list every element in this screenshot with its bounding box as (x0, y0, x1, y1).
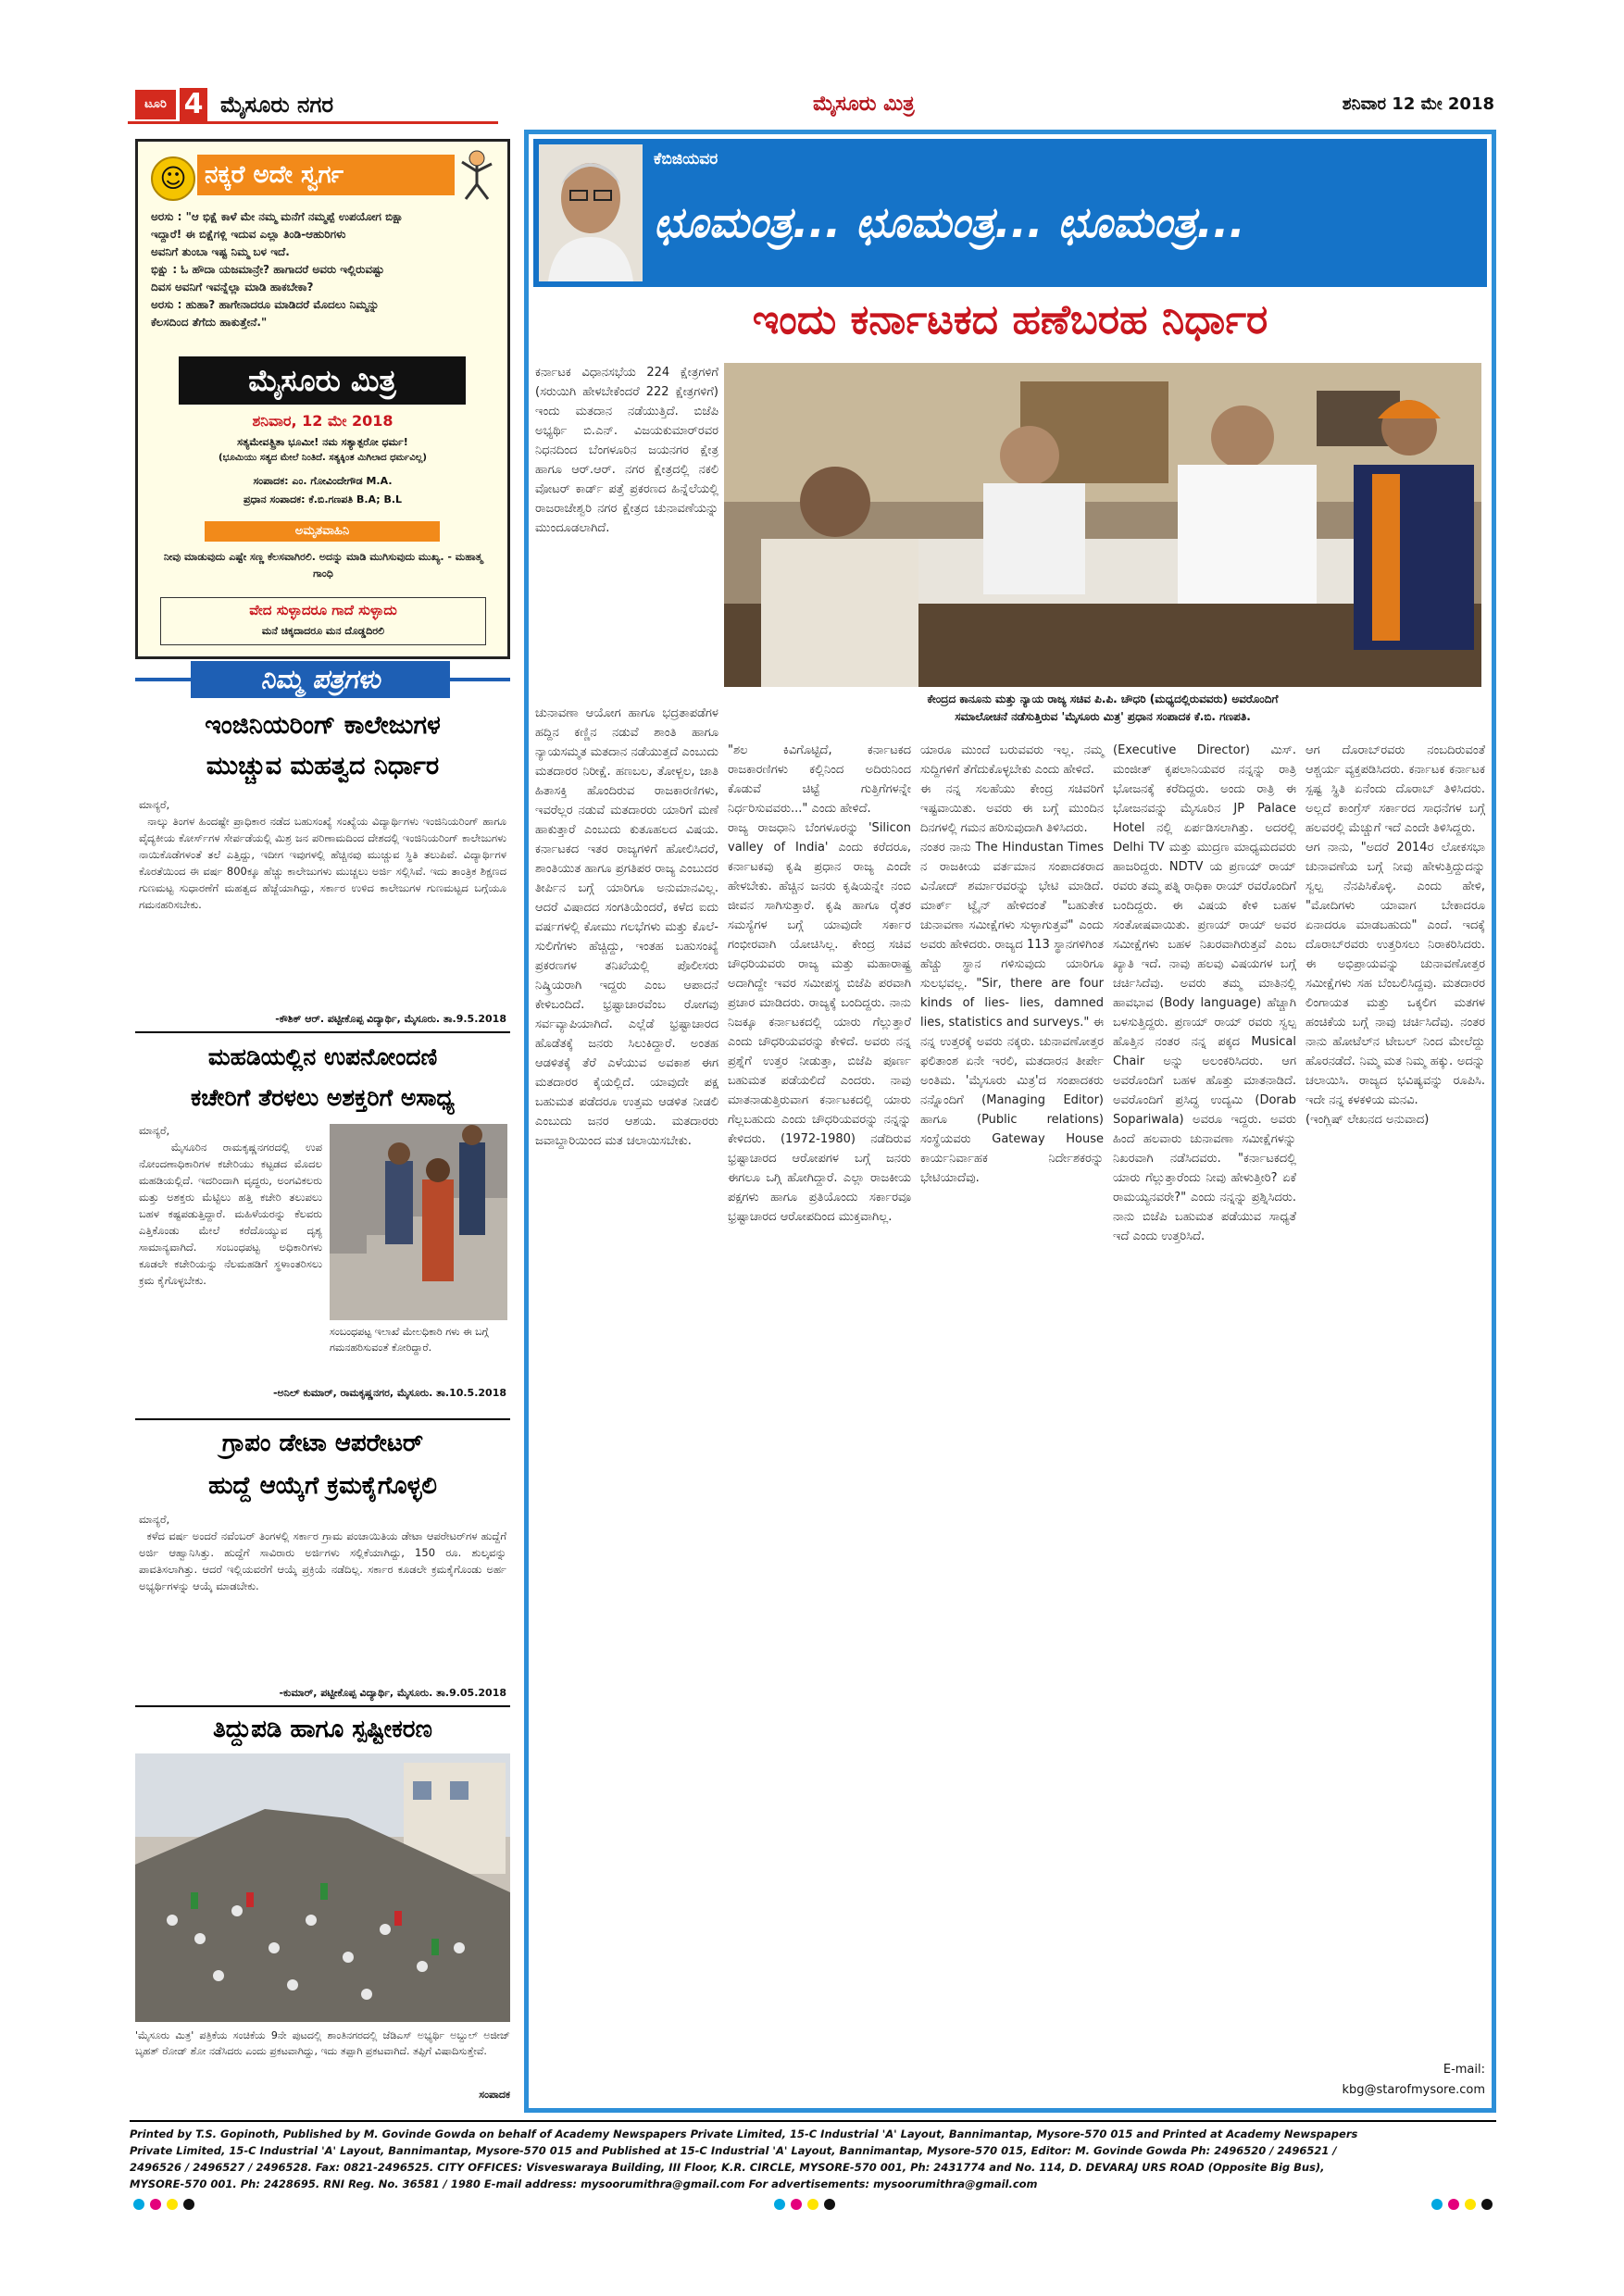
page-number: 4 (180, 88, 207, 121)
footer-imprint (130, 2126, 1496, 2192)
joke-lines (151, 208, 495, 331)
masthead-logo: ಮೈಸೂರು ಮಿತ್ರ (179, 356, 466, 405)
letters-banner (135, 659, 510, 700)
letter-2-title (135, 1037, 510, 1118)
magenta-dot-icon (150, 2199, 161, 2210)
page-header (128, 86, 1494, 123)
photo-caption (724, 691, 1481, 726)
letter-4-title: ತಿದ್ದುಪಡಿ ಹಾಗೂ ಸ್ಪಷ್ಟೀಕರಣ (213, 1716, 432, 1743)
amrutha-title: ಅಮೃತವಾಹಿನಿ (205, 521, 440, 542)
divider (135, 1705, 510, 1707)
feature-header (533, 139, 1487, 287)
letter-2-body: ಮಾನ್ಯರೆ, ಮೈಸೂರಿನ ರಾಮಕೃಷ್ಣನಗರದಲ್ಲಿ ಉಪ ನೋಂದಣಾಧಿಕಾರಿಗಳ ಕಚೇರಿಯು ಕಟ್ಟಡದ ಮೊದಲ ಮಹಡಿಯಲ್ಲಿದೆ. ಇದರಿಂದಾಗಿ ವೃದ್ಧರು, ಅಂಗವಿಕಲರು ಮತ್ತು ಅಶಕ್ತರು ಮೆಟ್ಟಿಲು ಹತ್ತಿ ಕಚೇರಿ ತಲುಪಲು ಬಹಳ ಕಷ್ಟಪಡುತ್ತಿದ್ದಾರೆ. ಮಹಿಳೆಯರನ್ನು ಕೆಲವರು ಎತ್ತಿಕೊಂಡು ಮೇಲೆ ಕರೆದೊಯ್ಯುವ ದೃಶ್ಯ ಸಾಮಾನ್ಯವಾಗಿದೆ. ಸಂಬಂಧಪಟ್ಟ ಅಧಿಕಾರಿಗಳು ಕೂಡಲೇ ಕಚೇರಿಯನ್ನು ನೆಲಮಹಡಿಗೆ ಸ್ಥಳಾಂತರಿಸಲು ಕ್ರಮ ಕೈಗೊಳ್ಳಬೇಕು. (139, 1124, 323, 1287)
black-dot-icon (1481, 2199, 1493, 2210)
header-date: ಶನಿವಾರ 12 ಮೇ 2018 (1342, 94, 1494, 114)
joke-line: ದಿವಸ ಅವನಿಗೆ ಇವನ್ನೆಲ್ಲಾ ಮಾಡಿ ಹಾಕಬೇಕಾ? (151, 281, 314, 293)
letter-1-title-line: ಇಂಜಿನಿಯರಿಂಗ್ ಕಾಲೇಜುಗಳ (205, 711, 441, 740)
letter-3-signature: -ಕುಮಾರ್, ಪಟ್ಟೀಕೊಪ್ಪ ವಿದ್ಯಾರ್ಥಿ, ಮೈಸೂರು. ತಾ.9.05.2018 (279, 1687, 506, 1699)
staircase-photo (330, 1124, 507, 1320)
feature-headline: ಇಂದು ಕರ್ನಾಟಕದ ಹಣೆಬರಹ ನಿರ್ಧಾರ (752, 296, 1268, 343)
magenta-dot-icon (791, 2199, 802, 2210)
divider (135, 1031, 510, 1033)
footer-line: Printed by T.S. Gopinoth, Published by M. Govinde Gowda on behalf of Academy Newspapers Private Limited, 15-C Industrial 'A' Layout, Bannimantap, Mysore-570 015 and Printed at Academy Newspapers (130, 2128, 1358, 2140)
registration-marks-left (133, 2196, 200, 2214)
proverb-2: ಮನೆ ಚಿಕ್ಕದಾದರೂ ಮನ ದೊಡ್ಡದಿರಲಿ (261, 625, 385, 637)
yellow-dot-icon (167, 2199, 178, 2210)
magenta-dot-icon (1448, 2199, 1459, 2210)
masthead-tagline-2: (ಭೂಮಿಯು ಸತ್ಯದ ಮೇಲೆ ನಿಂತಿದೆ. ಸತ್ಯಕ್ಕಿಂತ ಮಿಗಿಲಾದ ಧರ್ಮವಿಲ್ಲ) (219, 453, 427, 463)
letter-2-signature: -ಅನಿಲ್ ಕುಮಾರ್, ರಾಮಕೃಷ್ಣನಗರ, ಮೈಸೂರು. ತಾ.10.5.2018 (272, 1387, 506, 1399)
letter-2-caption: ಸಂಬಂಧಪಟ್ಟ ಇಲಾಖೆ ಮೇಲಧಿಕಾರಿ ಗಳು ಈ ಬಗ್ಗೆ ಗಮನಹರಿಸುವಂತೆ ಕೋರಿದ್ದಾರೆ. (330, 1326, 489, 1354)
registration-marks-center (774, 2196, 841, 2214)
feature-kicker: ಕೆಬಿಜಿಯವರ (654, 150, 718, 168)
letter-1-title-line: ಮುಚ್ಚುವ ಮಹತ್ವದ ನಿರ್ಧಾರ (206, 752, 440, 780)
footer-rule (130, 2120, 1496, 2122)
feature-col1-top: ಕರ್ನಾಟಕ ವಿಧಾನಸಭೆಯ 224 ಕ್ಷೇತ್ರಗಳಿಗೆ (ಸರುಯಿಗಿ ಹೇಳಬೇಕೆಂದರೆ 222 ಕ್ಷೇತ್ರಗಳಿಗೆ) ಇಂದು ಮತದಾನ ನಡೆಯುತ್ತಿದೆ. ಬಿಜೆಪಿ ಅಭ್ಯರ್ಥಿ ಬಿ.ಎನ್. ವಿಜಯಕುಮಾರ್‌ರವರ ನಿಧನದಿಂದ ಬೆಂಗಳೂರಿನ ಜಯನಗರ ಕ್ಷೇತ್ರ ಹಾಗೂ ಆರ್.ಆರ್. ನಗರ ಕ್ಷೇತ್ರದಲ್ಲಿ ನಕಲಿ ವೋಟರ್ ಕಾರ್ಡ್ ಪತ್ತೆ ಪ್ರಕರಣದ ಹಿನ್ನೆಲೆಯಲ್ಲಿ ರಾಜರಾಜೇಶ್ವರಿ ನಗರ ಕ್ಷೇತ್ರದ ಚುನಾವಣೆಯನ್ನು ಮುಂದೂಡಲಾಗಿದೆ. (535, 366, 723, 535)
joke-line: ಅರಸು : "ಆ ಭಿಕ್ಷೆ ಕಾಳೆ ಮೇ ನಮ್ಮ ಮನೆಗೆ ನಮ್ಮಪ್ಪೆ ಉಪಯೋಗ ಬಿಕ್ಷಾ (151, 210, 404, 223)
masthead-chief-editor: ಪ್ರಧಾನ ಸಂಪಾದಕ: ಕೆ.ಬಿ.ಗಣಪತಿ B.A; B.L (243, 493, 403, 505)
footer-line: 2496526 / 2496527 / 2496528. Fax: 0821-2496525. CITY OFFICES: Visveswaraya Building, III Floor, K.R. CIRCLE, MYSORE-570 001, Ph: 2431774 and No. 114, D. DEVARAJ URS ROAD (Opposite Big Bus), (130, 2161, 1325, 2174)
masthead-date: ಶನಿವಾರ, 12 ಮೇ 2018 (252, 412, 394, 430)
proverb-1: ವೇದ ಸುಳ್ಳಾದರೂ ಗಾದೆ ಸುಳ್ಳಾದು (249, 602, 397, 618)
masthead-small: ಮೈಸೂರು ಮಿತ್ರ (813, 93, 915, 116)
meeting-photo (724, 363, 1481, 687)
section-underline (128, 121, 498, 124)
feature-col1-body: ಚುನಾವಣಾ ಆಯೋಗ ಹಾಗೂ ಭದ್ರತಾಪಡೆಗಳ ಹದ್ದಿನ ಕಣ್ಣಿನ ನಡುವೆ ಶಾಂತಿ ಹಾಗೂ ನ್ಯಾಯಸಮ್ಮತ ಮತದಾನ ನಡೆಯುತ್ತದೆ ಎಂಬುದು ಮತದಾರರ ನಿರೀಕ್ಷೆ. ಹಣಬಲ, ತೋಳ್ಬಲ, ಜಾತಿ ಹಿತಾಸಕ್ತಿ ಹೊಂದಿರುವ ರಾಜಕಾರಣಿಗಳು, ಇವರೆಲ್ಲರ ನಡುವೆ ಮತದಾರರು ಯಾರಿಗೆ ಮಣೆ ಹಾಕುತ್ತಾರೆ ಎಂಬುದು ಕುತೂಹಲದ ವಿಷಯ. ಕರ್ನಾಟಕದ ಇತರ ರಾಜ್ಯಗಳಿಗೆ ಹೋಲಿಸಿದರೆ, ಶಾಂತಿಯುತ ಹಾಗೂ ಪ್ರಗತಿಪರ ರಾಜ್ಯ ಎಂಬುದರ ತೀರ್ಪಿನ ಬಗ್ಗೆ ಯಾರಿಗೂ ಅನುಮಾನವಿಲ್ಲ. ಆದರೆ ವಿಷಾದದ ಸಂಗತಿಯೆಂದರೆ, ಕಳೆದ ಐದು ವರ್ಷಗಳಲ್ಲಿ ಕೋಮು ಗಲಭೆಗಳು ಮತ್ತು ಕೊಲೆ-ಸುಲಿಗೆಗಳು ಹೆಚ್ಚಿದ್ದು, ಇಂತಹ ಬಹುಸಂಖ್ಯೆ ಪ್ರಕರಣಗಳ ತನಿಖೆಯಲ್ಲಿ ಪೊಲೀಸರು ನಿಷ್ಕ್ರಿಯರಾಗಿ ಇದ್ದರು ಎಂಬ ಆಪಾದನೆ ಕೇಳಿಬಂದಿದೆ. ಭ್ರಷ್ಟಾಚಾರವೆಂಬ ರೋಗವು ಸರ್ವವ್ಯಾಪಿಯಾಗಿದೆ. ಎಲ್ಲೆಡೆ ಭ್ರಷ್ಟಾಚಾರದ ಹೊಡೆತಕ್ಕೆ ಜನರು ಸಿಲುಕಿದ್ದಾರೆ. ಅಂತಹ ಆಡಳಿತಕ್ಕೆ ತೆರೆ ಎಳೆಯುವ ಅವಕಾಶ ಈಗ ಮತದಾರರ ಕೈಯಲ್ಲಿದೆ. ಯಾವುದೇ ಪಕ್ಷ ಬಹುಮತ ಪಡೆದರೂ ಉತ್ತಮ ಆಡಳಿತ ನೀಡಲಿ ಎಂಬುದು ಜನರ ಆಶಯ. ಮತದಾರರು ಜವಾಬ್ದಾರಿಯಿಂದ ಮತ ಚಲಾಯಿಸಬೇಕು. (535, 706, 723, 1148)
joke-title: ನಕ್ಕರೆ ಅದೇ ಸ್ವರ್ಗ (197, 155, 455, 195)
letter-1-body: ಮಾನ್ಯರೆ, ನಾಲ್ಕು ತಿಂಗಳ ಹಿಂದಷ್ಟೇ ಪ್ರಾಧಿಕಾರ ನಡೆದ ಬಹುಸಂಖ್ಯೆ ಸಂಖ್ಯೆಯ ವಿದ್ಯಾರ್ಥಿಗಳು ಇಂಜಿನಿಯರಿಂಗ್ ಹಾಗೂ ವೈದ್ಯಕೀಯ ಕೋರ್ಸ್‌ಗಳ ಸೇರ್ಪಡೆಯಲ್ಲಿ ಮಿಶ್ರ ಜನ ಪರಿಣಾಮದಿಂದ ದೇಶದಲ್ಲಿ ಇಂಜಿನಿಯರಿಂಗ್ ಕಾಲೇಜುಗಳು ನಾಯಿಕೊಡೆಗಳಂತೆ ತಲೆ ಎತ್ತಿದ್ದು, ಇದೀಗ ಇವುಗಳಲ್ಲಿ ಹೆಚ್ಚಿನವು ಮುಚ್ಚುವ ಸ್ಥಿತಿ ತಲುಪಿವೆ. ವಿದ್ಯಾರ್ಥಿಗಳ ಕೊರತೆಯಿಂದ ಈ ವರ್ಷ 800ಕ್ಕೂ ಹೆಚ್ಚು ಕಾಲೇಜುಗಳು ಮುಚ್ಚಲು ಅರ್ಜಿ ಸಲ್ಲಿಸಿವೆ. ಇದು ತಾಂತ್ರಿಕ ಶಿಕ್ಷಣದ ಗುಣಮಟ್ಟ ಸುಧಾರಣೆಗೆ ಮಹತ್ವದ ಹೆಜ್ಜೆಯಾಗಿದ್ದು, ಸರ್ಕಾರ ಉಳಿದ ಕಾಲೇಜುಗಳ ಗುಣಮಟ್ಟದ ಬಗ್ಗೆಯೂ ಗಮನಹರಿಸಬೇಕು. (139, 798, 507, 911)
black-dot-icon (183, 2199, 194, 2210)
letter-1-signature: -ಕೌಶಿಕ್ ಆರ್. ಪಟ್ಟೀಕೊಪ್ಪ ವಿದ್ಯಾರ್ಥಿ, ಮೈಸೂರು. ತಾ.9.5.2018 (275, 1013, 506, 1025)
divider (135, 1418, 510, 1420)
laughing-face-icon: ☺ (151, 156, 195, 201)
footer-line: MYSORE-570 001. Ph: 2428695. RNI Reg. No. 36581 / 1980 E-mail address: mysoorumithra@gmail.com For advertisements: mysoorumithra@gmail.com (130, 2177, 1038, 2190)
section-title: ಮೈಸೂರು ನಗರ (220, 92, 334, 118)
joke-box (135, 139, 510, 659)
photo-caption-line: ಕೇಂದ್ರದ ಕಾನೂನು ಮತ್ತು ನ್ಯಾಯ ರಾಜ್ಯ ಸಚಿವ ಪಿ.ಪಿ. ಚೌಧರಿ (ಮಧ್ಯದಲ್ಲಿರುವವರು) ಅವರೊಂದಿಗೆ (927, 693, 1279, 705)
letter-3-title (135, 1422, 510, 1507)
letters-banner-title: ನಿಮ್ಮ ಪತ್ರಗಳು (191, 661, 450, 698)
joke-line: ಇದ್ದಾರೆ! ಈ ಬಿಕ್ಷೆಗಳ್ಲಿ ಇದುವ ಎಲ್ಲಾ ತಿಂಡಿ-ಆಹುರಿಗಳು (151, 228, 346, 241)
masthead-editor: ಸಂಪಾದಕ: ಎಂ. ಗೋವಿಂದೇಗೌಡ M.A. (253, 475, 393, 487)
letter-1-title (135, 705, 510, 787)
masthead-tagline-1: ಸತ್ಯಮೇವತ್ಪ್ರಿತಾ ಭೂಮೀ! ನಮ ಸತ್ಯಾತ್ಪರೋ ಧರ್ಮ! (237, 436, 408, 448)
road-show-photo (135, 1753, 510, 2022)
page-tag: ಟೂರಿ (135, 90, 176, 119)
registration-marks-right (1431, 2196, 1498, 2214)
black-dot-icon (824, 2199, 835, 2210)
proverb-box (160, 597, 486, 645)
letter-3-title-line: ಹುದ್ದೆ ಆಯ್ಕೆಗೆ ಕ್ರಮಕೈಗೊಳ್ಳಲಿ (208, 1472, 437, 1500)
letter-2-title-line: ಕಚೇರಿಗೆ ತೆರಳಲು ಅಶಕ್ತರಿಗೆ ಅಸಾಧ್ಯ (190, 1084, 455, 1111)
letter-3-title-line: ಗ್ರಾಪಂ ಡೇಟಾ ಆಪರೇಟರ್ (221, 1429, 424, 1457)
footer-line: Private Limited, 15-C Industrial 'A' Layout, Bannimantap, Mysore-570 015 and Published at 15-C Industrial 'A' Layout, Bannimantap, Mysore-570 015, Editor: M. Govinde Gowda Ph: 2496520 / 2496521 / (130, 2144, 1337, 2157)
yellow-dot-icon (1465, 2199, 1476, 2210)
feature-col4-body: (Executive Director) ಮಿಸ್. ಮಂಜೀತ್ ಕೃಪಲಾನಿಯವರ ನನ್ನನ್ನು ರಾತ್ರಿ ಭೋಜನಕ್ಕೆ ಕರೆದಿದ್ದರು. ಅಂದು ರಾತ್ರಿ ಈ ಭೋಜನವನ್ನು ಮೈಸೂರಿನ JP Palace Hotel ನಲ್ಲಿ ಏರ್ಪಡಿಸಲಾಗಿತ್ತು. ಅದರಲ್ಲಿ Delhi TV ಮತ್ತು ಮುದ್ರಣ ಮಾಧ್ಯಮದವರು ಹಾಜರಿದ್ದರು. NDTV ಯ ಪ್ರಣಯ್ ರಾಯ್ ರವರು ತಮ್ಮ ಪತ್ನಿ ರಾಧಿಕಾ ರಾಯ್ ರವರೊಂದಿಗೆ ಬಂದಿದ್ದರು. ಈ ವಿಷಯ ಕೇಳಿ ಬಹಳ ಸಂತೋಷವಾಯಿತು. ಪ್ರಣಯ್ ರಾಯ್ ಅವರ ಸಮೀಕ್ಷೆಗಳು ಬಹಳ ನಿಖರವಾಗಿರುತ್ತವೆ ಎಂಬ ಖ್ಯಾತಿ ಇದೆ. ನಾವು ಹಲವು ವಿಷಯಗಳ ಬಗ್ಗೆ ಚರ್ಚಿಸಿದೆವು. ಅವರು ತಮ್ಮ ಮಾತಿನಲ್ಲಿ ಹಾವಭಾವ (Body language) ಹೆಚ್ಚಾಗಿ ಬಳಸುತ್ತಿದ್ದರು. ಪ್ರಣಯ್ ರಾಯ್ ರವರು ಸ್ವಲ್ಪ ಹೊತ್ತಿನ ನಂತರ ನನ್ನ ಪಕ್ಕದ Musical Chair ಅನ್ನು ಅಲಂಕರಿಸಿದರು. ಆಗ ಅವರೊಂದಿಗೆ ಬಹಳ ಹೊತ್ತು ಮಾತನಾಡಿದೆ. ಅವರೊಂದಿಗೆ ಪ್ರಸಿದ್ಧ ಉದ್ಯಮಿ (Dorab Sopariwala) ಅವರೂ ಇದ್ದರು. ಅವರು ಹಿಂದೆ ಹಲವಾರು ಚುನಾವಣಾ ಸಮೀಕ್ಷೆಗಳನ್ನು ನಿಖರವಾಗಿ ನಡೆಸಿದವರು. "ಕರ್ನಾಟಕದಲ್ಲಿ ಯಾರು ಗೆಲ್ಲುತ್ತಾರೆಂದು ನೀವು ಹೇಳುತ್ತೀರಿ? ಏಕೆ ರಾಮಯ್ಯನವರೇ?" ಎಂದು ನನ್ನನ್ನು ಪ್ರಶ್ನಿಸಿದರು. ನಾನು ಬಿಜೆಪಿ ಬಹುಮತ ಪಡೆಯುವ ಸಾಧ್ಯತೆ ಇದೆ ಎಂದು ಉತ್ತರಿಸಿದೆ. (1113, 743, 1301, 1243)
feature-title: ಛೂಮಂತ್ರ... ಛೂಮಂತ್ರ... ಛೂಮಂತ್ರ... (654, 197, 1245, 247)
photo-caption-line: ಸಮಾಲೋಚನೆ ನಡೆಸುತ್ತಿರುವ 'ಮೈಸೂರು ಮಿತ್ರ' ಪ್ರಧಾನ ಸಂಪಾದಕ ಕೆ.ಬಿ. ಗಣಪತಿ. (955, 710, 1251, 723)
cyan-dot-icon (1431, 2199, 1443, 2210)
joke-line: ಭಿಕ್ಷು : ಓ ಹೌದಾ ಯಜಮಾನ್ರೇ? ಹಾಗಾದರೆ ಅವರು ಇಲ್ಲಿರುವಷ್ಟು (151, 263, 384, 276)
email-label: E-mail: (1443, 2063, 1485, 2077)
joke-line: ಕೆಲಸದಿಂದ ತೆಗೆದು ಹಾಕುತ್ತೇನೆ." (151, 316, 268, 329)
cyan-dot-icon (133, 2199, 144, 2210)
feature-col2-body: "ಶಲ ಕಿವಿಗೊಟ್ಟಿದೆ, ಕರ್ನಾಟಕದ ರಾಜಕಾರಣಿಗಳು ಕಲ್ಲಿನಿಂದ ಅದಿರುನಿಂದ ಕೊಡುವೆ ಚಿಟ್ಟೆ ಗುತ್ತಿಗೆಗಳನ್ನೇ ನಿರ್ಧರಿಸುವವರು..." ಎಂದು ಹೇಳಿದೆ. ರಾಜ್ಯ ರಾಜಧಾನಿ ಬೆಂಗಳೂರನ್ನು 'Silicon valley of India' ಎಂದು ಕರೆದರೂ, ಕರ್ನಾಟಕವು ಕೃಷಿ ಪ್ರಧಾನ ರಾಜ್ಯ ಎಂದೇ ಹೇಳಬೇಕು. ಹೆಚ್ಚಿನ ಜನರು ಕೃಷಿಯನ್ನೇ ನಂಬಿ ಜೀವನ ಸಾಗಿಸುತ್ತಾರೆ. ಕೃಷಿ ಹಾಗೂ ರೈತರ ಸಮಸ್ಯೆಗಳ ಬಗ್ಗೆ ಯಾವುದೇ ಸರ್ಕಾರ ಗಂಭೀರವಾಗಿ ಯೋಚಿಸಿಲ್ಲ. ಕೇಂದ್ರ ಸಚಿವ ಚೌಧರಿಯವರು ರಾಜ್ಯ ಮತ್ತು ಮಹಾರಾಷ್ಟ್ರ ಅದಾಗಿದ್ದೇ ಇವರ ಸಮೀಪಸ್ಥ ಬಿಜೆಪಿ ಪರವಾಗಿ ಪ್ರಚಾರ ಮಾಡಿದರು. ರಾಜ್ಯಕ್ಕೆ ಬಂದಿದ್ದರು. ನಾನು ನಿಜಕ್ಕೂ ಕರ್ನಾಟಕದಲ್ಲಿ ಯಾರು ಗೆಲ್ಲುತ್ತಾರೆ ಎಂದು ಚೌಧರಿಯವರನ್ನು ಕೇಳಿದೆ. ಅವರು ನನ್ನ ಪ್ರಶ್ನೆಗೆ ಉತ್ತರ ನೀಡುತ್ತಾ, ಬಿಜೆಪಿ ಪೂರ್ಣ ಬಹುಮತ ಪಡೆಯಲಿದೆ ಎಂದರು. ನಾವು ಮಾತನಾಡುತ್ತಿರುವಾಗ ಕರ್ನಾಟಕದಲ್ಲಿ ಯಾರು ಗೆಲ್ಲಬಹುದು ಎಂದು ಚೌಧರಿಯವರನ್ನು ನನ್ನನ್ನು ಕೇಳಿದರು. (1972-1980) ನಡೆದಿರುವ ಭ್ರಷ್ಟಾಚಾರದ ಆರೋಪಗಳ ಬಗ್ಗೆ ಜನರು ಈಗಲೂ ಒಗ್ಗಿ ಹೋಗಿದ್ದಾರೆ. ಎಲ್ಲಾ ರಾಜಕೀಯ ಪಕ್ಷಗಳು ಹಾಗೂ ಪ್ರತಿಯೊಂದು ಸರ್ಕಾರವೂ ಭ್ರಷ್ಟಾಚಾರದ ಆರೋಪದಿಂದ ಮುಕ್ತವಾಗಿಲ್ಲ. (728, 743, 911, 1224)
letter-4-caption: 'ಮೈಸೂರು ಮಿತ್ರ' ಪತ್ರಿಕೆಯ ಸಂಚಿಕೆಯ 9ನೇ ಪುಟದಲ್ಲಿ ಶಾಂತಿನಗರದಲ್ಲಿ ಜೆಡಿಎಸ್ ಅಭ್ಯರ್ಥಿ ಅಬ್ದುಲ್ ಅಜೀಜ್ ಬೃಹತ್ ರೋಡ್ ಶೋ ನಡೆಸಿದರು ಎಂದು ಪ್ರಕಟವಾಗಿದ್ದು, ಇದು ತಪ್ಪಾಗಿ ಪ್ರಕಟವಾಗಿದೆ. ತಪ್ಪಿಗೆ ವಿಷಾದಿಸುತ್ತೇವೆ. (135, 2029, 514, 2057)
dancing-figure-icon (458, 149, 495, 201)
letter-2-title-line: ಮಹಡಿಯಲ್ಲಿನ ಉಪನೋಂದಣಿ (207, 1043, 438, 1070)
feature-col5-body: ಆಗ ದೊರಾಬ್‌ರವರು ನಂಬದಿರುವಂತೆ ಆಶ್ಚರ್ಯ ವ್ಯಕ್ತಪಡಿಸಿದರು. ಕರ್ನಾಟಕ ಕರ್ನಾಟಕ ಸ್ಪಷ್ಟ ಸ್ಥಿತಿ ಏನೆಂದು ದೊರಾಬ್ ತಿಳಿಸಿದರು. ಅಲ್ಲದೆ ಕಾಂಗ್ರೆಸ್ ಸರ್ಕಾರದ ಸಾಧನೆಗಳ ಬಗ್ಗೆ ಹಲವರಲ್ಲಿ ಮೆಚ್ಚುಗೆ ಇದೆ ಎಂದೇ ತಿಳಿಸಿದ್ದರು. ಆಗ ನಾನು, "ಅದರೆ 2014ರ ಲೋಕಸಭಾ ಚುನಾವಣೆಯ ಬಗ್ಗೆ ನೀವು ಹೇಳುತ್ತಿದ್ದುದನ್ನು ಸ್ವಲ್ಪ ನೆನಪಿಸಿಕೊಳ್ಳಿ. ಎಂದು ಹೇಳಿ, "ಮೋದಿಗಳು ಯಾವಾಗ ಬೇಕಾದರೂ ಏನಾದರೂ ಮಾಡಬಹುದು" ಎಂದೆ. ಇದಕ್ಕೆ ದೊರಾಬ್‌ರವರು ಉತ್ತರಿಸಲು ನಿರಾಕರಿಸಿದರು. ಈ ಅಭಿಪ್ರಾಯವನ್ನು ಚುನಾವಣೋತ್ತರ ಸಮೀಕ್ಷೆಗಳು ಸಹ ಬೆಂಬಲಿಸಿದ್ದವು. ಮತದಾರರ ಲಿಂಗಾಯತ ಮತ್ತು ಒಕ್ಕಲಿಗ ಮತಗಳ ಹಂಚಿಕೆಯ ಬಗ್ಗೆ ನಾವು ಚರ್ಚಿಸಿದೆವು. ನಂತರ ನಾನು ಹೋಟೆಲ್‌ನ ಟೇಬಲ್ ನಿಂದ ಮೇಲೆದ್ದು ಹೊರನಡೆದೆ. ನಿಮ್ಮ ಮತ ನಿಮ್ಮ ಹಕ್ಕು. ಅದನ್ನು ಚಲಾಯಿಸಿ. ರಾಜ್ಯದ ಭವಿಷ್ಯವನ್ನು ರೂಪಿಸಿ. ಇದೇ ನನ್ನ ಕಳಕಳಿಯ ಮನವಿ. (ಇಂಗ್ಲಿಷ್ ಲೇಖನದ ಅನುವಾದ) (1305, 743, 1485, 1127)
letter-4-signature: ಸಂಪಾದಕ (479, 2089, 510, 2101)
letter-3-body: ಮಾನ್ಯರೆ, ಕಳೆದ ವರ್ಷ ಅಂದರೆ ನವೆಂಬರ್ ತಿಂಗಳಲ್ಲಿ ಸರ್ಕಾರ ಗ್ರಾಮ ಪಂಚಾಯಿತಿಯ ಡೇಟಾ ಆಪರೇಟರ್‌ಗಳ ಹುದ್ದೆಗೆ ಅರ್ಜಿ ಆಹ್ವಾನಿಸಿತ್ತು. ಹುದ್ದೆಗೆ ಸಾವಿರಾರು ಅರ್ಜಿಗಳು ಸಲ್ಲಿಕೆಯಾಗಿದ್ದು, 150 ರೂ. ಶುಲ್ಕವನ್ನು ಪಾವತಿಸಲಾಗಿತ್ತು. ಆದರೆ ಇಲ್ಲಿಯವರೆಗೆ ಆಯ್ಕೆ ಪ್ರಕ್ರಿಯೆ ನಡೆದಿಲ್ಲ. ಸರ್ಕಾರ ಕೂಡಲೇ ಕ್ರಮಕೈಗೊಂಡು ಅರ್ಹ ಅಭ್ಯರ್ಥಿಗಳನ್ನು ಆಯ್ಕೆ ಮಾಡಬೇಕು. (139, 1513, 506, 1592)
feature-col3-body: ಯಾರೂ ಮುಂದೆ ಬರುವವರು ಇಲ್ಲ. ನಮ್ಮ ಸುದ್ದಿಗಳಿಗೆ ತೆಗೆದುಕೊಳ್ಳಬೇಕು ಎಂದು ಹೇಳಿದೆ. ಈ ನನ್ನ ಸಲಹೆಯು ಕೇಂದ್ರ ಸಚಿವರಿಗೆ ಇಷ್ಟವಾಯಿತು. ಅವರು ಈ ಬಗ್ಗೆ ಮುಂದಿನ ದಿನಗಳಲ್ಲಿ ಗಮನ ಹರಿಸುವುದಾಗಿ ತಿಳಿಸಿದರು. ನಂತರ ನಾನು The Hindustan Times ನ ರಾಜಕೀಯ ವರ್ತಮಾನ ಸಂಪಾದಕರಾದ ವಿನೋದ್ ಶರ್ಮಾರವರನ್ನು ಭೇಟಿ ಮಾಡಿದೆ. ಮಾರ್ಕ್ ಟ್ವೈನ್ ಹೇಳಿದಂತೆ "ಬಹುತೇಕ ಚುನಾವಣಾ ಸಮೀಕ್ಷೆಗಳು ಸುಳ್ಳಾಗುತ್ತವೆ" ಎಂದು ಅವರು ಹೇಳಿದರು. ರಾಜ್ಯದ 113 ಸ್ಥಾನಗಳಿಗಿಂತ ಹೆಚ್ಚು ಸ್ಥಾನ ಗಳಿಸುವುದು ಯಾರಿಗೂ ಸುಲಭವಲ್ಲ. "Sir, there are four kinds of lies- lies, damned lies, statistics and surveys." ಈ ನನ್ನ ಉತ್ತರಕ್ಕೆ ಅವರು ನಕ್ಕರು. ಚುನಾವಣೋತ್ತರ ಫಲಿತಾಂಶ ಏನೇ ಇರಲಿ, ಮತದಾರನ ತೀರ್ಪೇ ಅಂತಿಮ. 'ಮೈಸೂರು ಮಿತ್ರ'ದ ಸಂಪಾದಕರು ನನ್ನೊಂದಿಗೆ (Managing Editor) ಹಾಗೂ (Public relations) ಸಂಸ್ಥೆಯವರು Gateway House ಕಾರ್ಯನಿರ್ವಾಹಕ ನಿರ್ದೇಶಕರನ್ನು ಭೇಟಿಯಾದೆವು. (920, 743, 1104, 1185)
cyan-dot-icon (774, 2199, 785, 2210)
joke-line: ಅವನಿಗೆ ತುಂಬಾ ಇಷ್ಟ ನಿಮ್ಮ ಬಳ ಇದೆ. (151, 245, 290, 258)
joke-line: ಅರಸು : ಹುಹಾ? ಹಾಗೇನಾದರೂ ಮಾಡಿದರೆ ಮೊದಲು ನಿಮ್ಮನ್ನು (151, 298, 380, 311)
email-address: kbg@starofmysore.com (1342, 2083, 1485, 2097)
author-photo (539, 144, 643, 281)
amrutha-text: ನೀವು ಮಾಡುವುದು ಎಷ್ಟೇ ಸಣ್ಣ ಕೆಲಸವಾಗಿರಲಿ. ಅದನ್ನು ಮಾಡಿ ಮುಗಿಸುವುದು ಮುಖ್ಯ. - ಮಹಾತ್ಮ ಗಾಂಧಿ (163, 551, 483, 580)
yellow-dot-icon (807, 2199, 818, 2210)
